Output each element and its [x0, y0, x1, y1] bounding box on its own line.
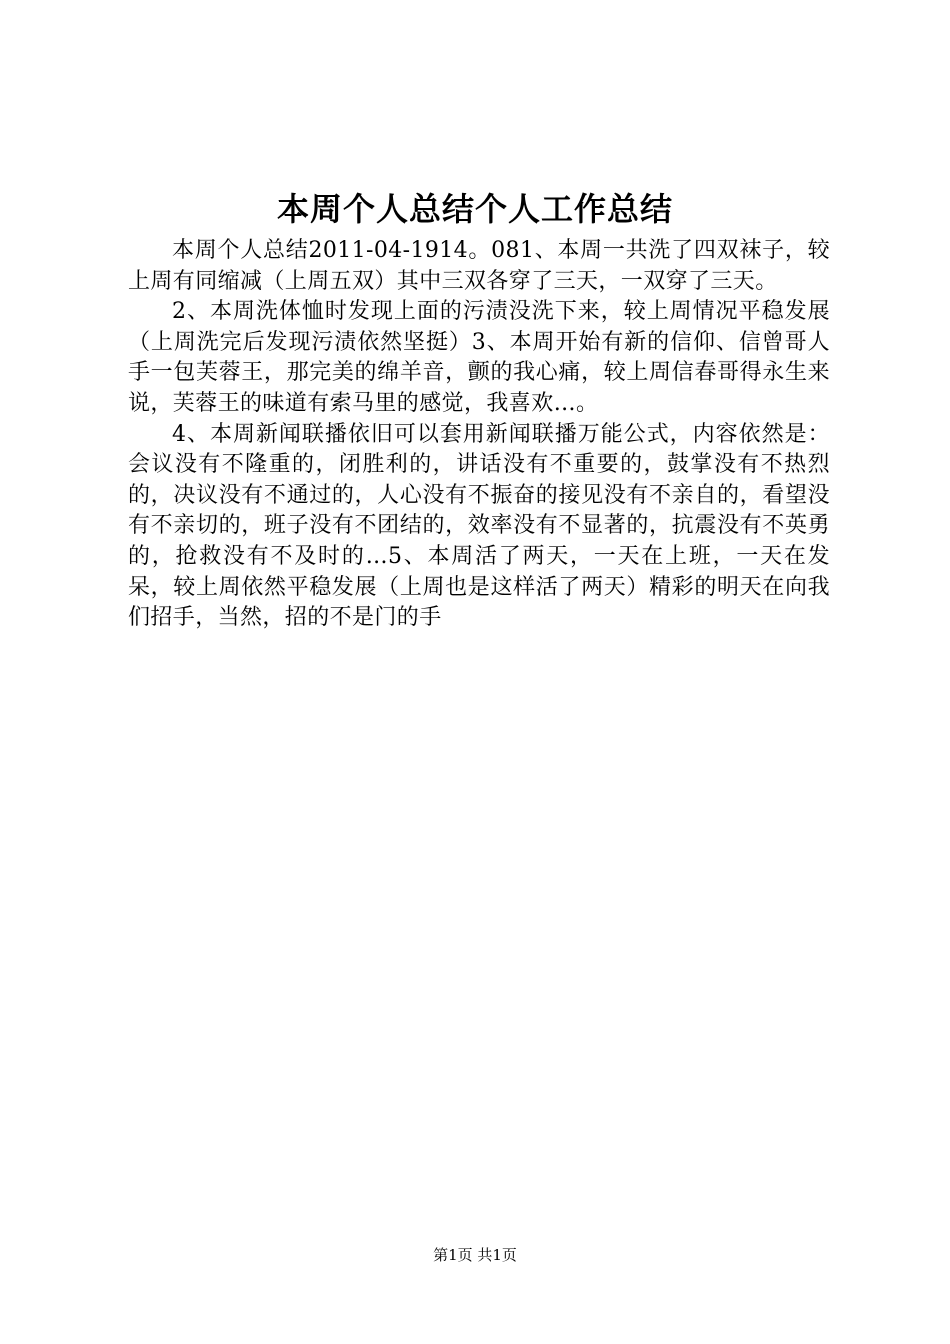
- document-body: [128, 236, 830, 634]
- paragraph-1: 本周个人总结2011-04-1914。081、本周一共洗了四双袜子，较上周有同缩减（上周五双）其中三双各穿了三天，一双穿了三天。: [128, 238, 830, 294]
- paragraph-3: 4、本周新闻联播依旧可以套用新闻联播万能公式，内容依然是：会议没有不隆重的，闭胜利的，讲话没有不重要的，鼓掌没有不热烈的，决议没有不通过的，人心没有不振奋的接见没有不亲自的，看望没有不亲切的，班子没有不团结的，效率没有不显著的，抗震没有不英勇的，抢救没有不及时的…5、本周活了两天，一天在上班，一天在发呆，较上周依然平稳发展（上周也是这样活了两天）精彩的明天在向我们招手，当然，招的不是门的手: [128, 421, 830, 631]
- page-footer: 第1页 共1页: [433, 1246, 517, 1264]
- document-title: 本周个人总结个人工作总结: [276, 190, 673, 228]
- paragraph-2: 2、本周洗体恤时发现上面的污渍没洗下来，较上周情况平稳发展（上周洗完后发现污渍依然坚挺）3、本周开始有新的信仰、信曾哥人手一包芙蓉王，那完美的绵羊音，颤的我心痛，较上周信春哥得永生来说，芙蓉王的味道有索马里的感觉，我喜欢…。: [128, 299, 830, 416]
